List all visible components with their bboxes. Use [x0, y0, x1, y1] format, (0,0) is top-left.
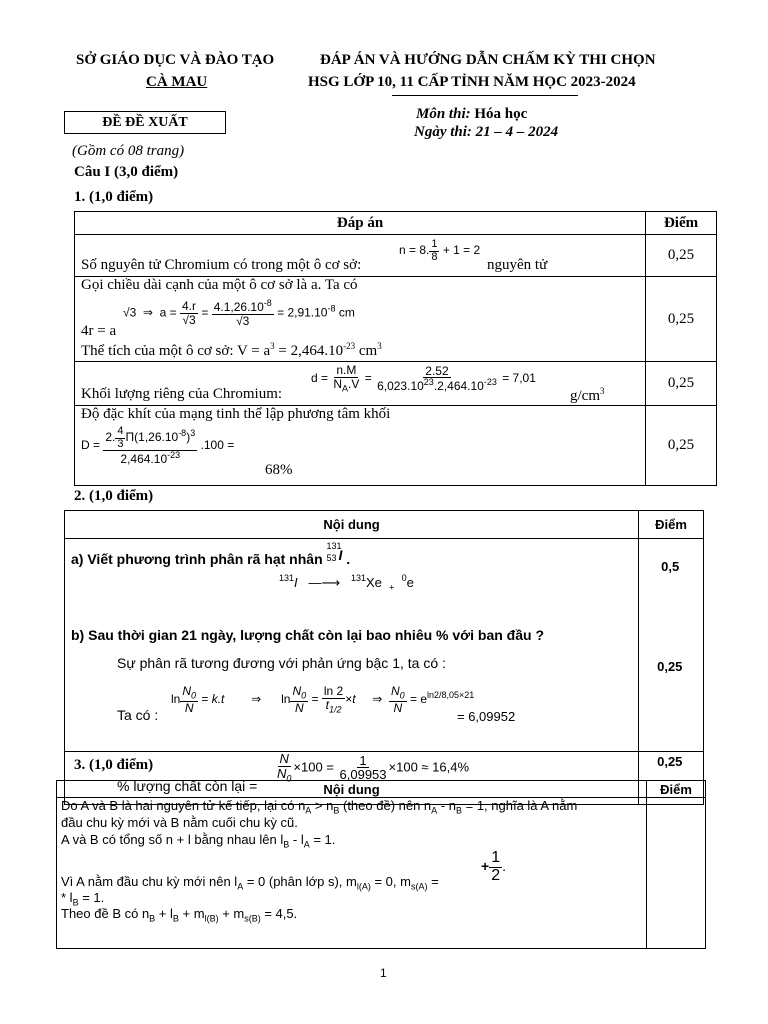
part-a-title: a) Viết phương trình phân rã hạt nhân 131 53 I .: [71, 541, 351, 567]
part3-title: 3. (1,0 điểm): [74, 757, 154, 773]
percent-formula: $\frac{N}{N_0}$ ×100 = $\frac{1}{6,09953}$ ×100 ≈ 16,4%: [277, 751, 470, 784]
table-row: [75, 277, 717, 362]
part-b-value: = 6,09952: [457, 709, 516, 724]
row3-suffix: $g/cm^3$: [570, 386, 605, 404]
pages-note: (Gồm có 08 trang): [72, 143, 185, 159]
s3-score-cell: [647, 798, 706, 949]
department-name: SỞ GIÁO DỤC VÀ ĐÀO TẠO: [76, 52, 275, 68]
part2-title: 2. (1,0 điểm): [74, 488, 154, 504]
row2-score: 0,25: [646, 277, 717, 362]
s3-line4: Vì A nằm đầu chu kỳ mới nên $l_A = 0$ (phân lớp s), $m_{l(A)} = 0$, $m_{s(A)}$ =: [61, 874, 439, 892]
row4-result: 68%: [265, 462, 293, 478]
row1-text: Số nguyên tử Chromium có trong một ô cơ sở:: [81, 257, 362, 273]
answer-table-3: [56, 780, 706, 949]
part-b-score-2: 0,25: [657, 754, 683, 769]
doc-title-line1: ĐÁP ÁN VÀ HƯỚNG DẪN CHẤM KỲ THI CHỌN: [320, 52, 656, 68]
table-row: [75, 362, 717, 406]
col-header-content: Nội dung: [65, 511, 639, 539]
question-title: Câu I (3,0 điểm): [74, 164, 179, 180]
row2-volume: Thể tích của một ô cơ sở: $V = a^3 = 2,464.10^{-23}$ $cm^3$: [81, 341, 382, 359]
row3-text: Khối lượng riêng của Chromium:: [81, 386, 283, 402]
col-header-score: Điểm: [647, 781, 706, 798]
answer-table-1: [74, 211, 717, 486]
part-b-score-1: 0,25: [657, 659, 683, 674]
table-row: [75, 235, 717, 277]
row4-text: Độ đặc khít của mạng tinh thể lập phương tâm khối: [81, 406, 391, 422]
row4-score: 0,25: [646, 406, 717, 486]
subject-value: Hóa học: [474, 106, 528, 122]
row1-formula: n = 8. $\frac{1}{8}$ + 1 = 2: [399, 238, 481, 263]
date-label: Ngày thi:: [414, 124, 472, 140]
col-header-score: Điểm: [646, 212, 717, 235]
row4-formula: D = 2. $\frac{4}{3}$ $\Pi(1,26.10^{-8})^3$ $2,464.10^{-23}$ .100 =: [81, 425, 235, 467]
row3-score: 0,25: [646, 362, 717, 406]
proposed-exam-box: ĐỀ ĐỀ XUẤT: [64, 111, 226, 134]
row2-text: Gọi chiều dài cạnh của một ô cơ sở là a. Ta có: [81, 277, 358, 293]
part-b-taco: Ta có :: [117, 707, 159, 723]
s3-line2: đầu chu kỳ mới và B nằm cuối chu kỳ cũ.: [61, 815, 298, 830]
province-name: CÀ MAU: [146, 74, 208, 90]
decay-equation: $^{131}$I —⟶ $^{131}$Xe $_+$ $^0$e: [279, 573, 414, 593]
s3-line6: Theo đề B có $n_B + l_B + m_{l(B)} + m_{s(B)} = 4,5$.: [61, 906, 298, 924]
answer-table-2: [64, 510, 704, 805]
doc-title-line2: HSG LỚP 10, 11 CẤP TỈNH NĂM HỌC 2023-2024: [308, 74, 636, 90]
part-b-line1: Sự phân rã tương đương với phản ứng bậc 1, ta có :: [117, 655, 446, 671]
row1-score: 0,25: [646, 235, 717, 277]
table-row: [57, 798, 706, 949]
col-header-answer: Đáp án: [75, 212, 646, 235]
row2-formula: √3 ⇒ a = $\frac{4.r}{√3}$ = $\frac{4.1,26.10^{-8}}{√3}$ = $2,91.10^{-8}$ cm: [123, 298, 355, 328]
date-line: [414, 124, 558, 141]
subject-label: Môn thi:: [416, 106, 471, 122]
table-row: [65, 539, 704, 752]
part-b-title: b) Sau thời gian 21 ngày, lượng chất còn lại bao nhiêu % với ban đầu ?: [71, 627, 545, 643]
table-row: [75, 406, 717, 486]
col-header-content: Nội dung: [57, 781, 647, 798]
date-value: 21 – 4 – 2024: [475, 124, 559, 140]
row1-suffix: nguyên tử: [487, 257, 548, 273]
s3-line1: Do A và B là hai nguyên tử kế tiếp, lại có $n_A > n_B$ (theo đề) nên $n_A - n_B = 1$, nghĩa là A nằm: [61, 798, 578, 816]
col-header-score: Điểm: [639, 511, 704, 539]
percent-label: % lượng chất còn lại =: [117, 778, 258, 794]
page-number: 1: [380, 966, 387, 980]
s3-line3: A và B có tổng số n + l bằng nhau lên $l_B - l_A = 1$.: [61, 832, 336, 850]
s3-line5: * $l_B = 1$.: [61, 890, 105, 908]
part-a-score: 0,5: [661, 559, 680, 574]
rate-law-formula: ln $\frac{N_0}{N}$ = k.t ⇒ ln $\frac{N_0}{N}$ = $\frac{\ln 2}{t_{1/2}}$ ×t ⇒ $\frac{N_0}{N}$ = $e^{ln2/8,05\times 21}$: [171, 684, 475, 715]
row3-formula: d = $\frac{n.M}{N_A.V}$ = $\frac{2.52}{6,023.10^{23}.2,464.10^{-23}}$ = 7,01: [311, 363, 536, 394]
row2-formula-left: 4r = a: [81, 323, 117, 339]
title-underline: [392, 95, 578, 96]
s3-spin-fraction: + $\frac{1}{2}$ .: [481, 849, 506, 884]
part1-title: 1. (1,0 điểm): [74, 189, 154, 205]
subject-line: [416, 106, 527, 123]
